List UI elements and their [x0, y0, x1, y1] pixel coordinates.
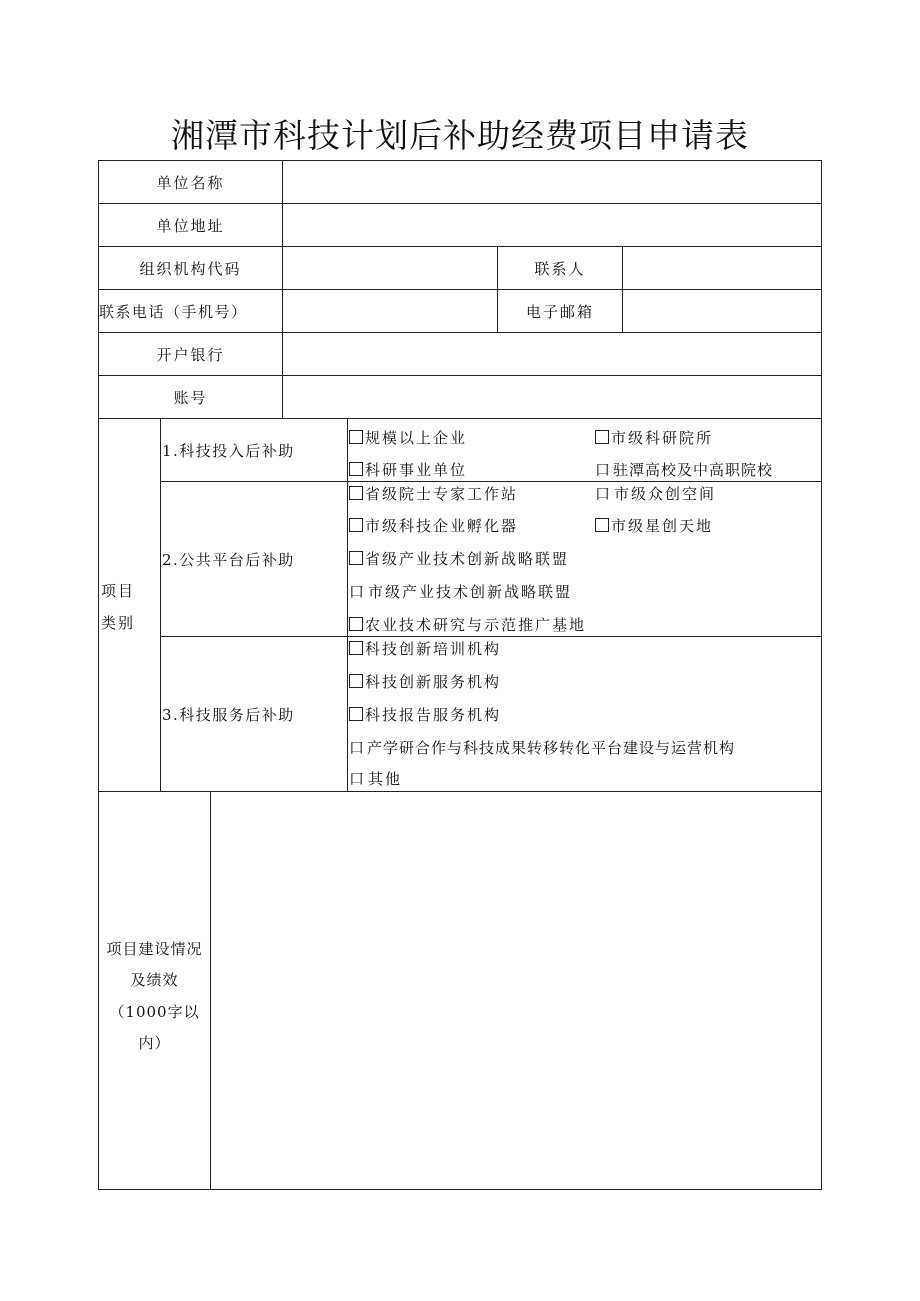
checkbox-option[interactable]: 科技创新服务机构 — [349, 671, 501, 692]
checkbox-icon[interactable] — [349, 518, 363, 532]
category-label-line2: 类别 — [101, 614, 136, 632]
contact-person-label: 联系人 — [534, 260, 586, 278]
checkbox-option[interactable]: 科研事业单位 — [349, 459, 467, 480]
checkbox-option[interactable]: 市级科技企业孵化器 — [349, 515, 518, 536]
phone-input[interactable] — [283, 290, 497, 332]
checkbox-icon[interactable] — [349, 617, 363, 631]
group-name-1: 1.科技投入后补助 — [162, 442, 295, 460]
table-border-right — [821, 160, 822, 1190]
square-marker-icon[interactable]: 口 — [349, 739, 366, 757]
org-code-label: 组织机构代码 — [139, 260, 242, 278]
square-marker-icon[interactable]: 口 — [349, 583, 367, 601]
org-code-input[interactable] — [283, 247, 497, 289]
group-name-2: 2.公共平台后补助 — [162, 551, 295, 569]
checkbox-option[interactable]: 市级科研院所 — [595, 427, 713, 448]
checkbox-option[interactable]: 农业技术研究与示范推广基地 — [349, 614, 586, 635]
account-input[interactable] — [283, 376, 821, 418]
row-divider — [98, 418, 822, 419]
checkbox-option[interactable]: 省级院士专家工作站 — [349, 483, 518, 504]
construction-textarea[interactable] — [211, 792, 821, 1189]
bank-label: 开户银行 — [156, 346, 225, 364]
unit-name-label: 单位名称 — [156, 174, 225, 192]
form-title: 湘潭市科技计划后补助经费项目申请表 — [171, 116, 749, 155]
unit-address-label: 单位地址 — [156, 217, 225, 235]
checkbox-option[interactable]: 口 市级产业技术创新战略联盟 — [349, 583, 573, 601]
checkbox-option[interactable]: 口 市级众创空间 — [595, 485, 717, 503]
checkbox-icon[interactable] — [349, 641, 363, 655]
account-label: 账号 — [173, 389, 208, 407]
email-input[interactable] — [623, 290, 821, 332]
checkbox-option[interactable]: 省级产业技术创新战略联盟 — [349, 548, 569, 569]
checkbox-option[interactable]: 市级星创天地 — [595, 515, 713, 536]
checkbox-option[interactable]: 科技创新培训机构 — [349, 638, 501, 659]
checkbox-icon[interactable] — [595, 430, 609, 444]
table-border-bottom — [98, 1189, 822, 1190]
group-divider — [160, 636, 822, 637]
checkbox-icon[interactable] — [349, 707, 363, 721]
construction-label-line2: 及绩效 — [130, 971, 179, 989]
checkbox-option[interactable]: 口 其他 — [349, 770, 403, 788]
group-divider — [160, 481, 822, 482]
category-column-divider — [160, 418, 161, 792]
checkbox-option[interactable]: 规模以上企业 — [349, 427, 467, 448]
square-marker-icon[interactable]: 口 — [595, 485, 613, 503]
subcategory-column-divider — [347, 418, 348, 792]
checkbox-icon[interactable] — [349, 430, 363, 444]
square-marker-icon[interactable]: 口 — [595, 461, 612, 479]
group-name-3: 3.科技服务后补助 — [162, 706, 295, 724]
unit-address-input[interactable] — [283, 204, 821, 246]
construction-label-line1: 项目建设情况 — [106, 940, 203, 958]
construction-label-line4: 内） — [138, 1034, 171, 1052]
square-marker-icon[interactable]: 口 — [349, 770, 367, 788]
phone-label: 联系电话（手机号） — [99, 303, 248, 321]
construction-label-line3: （1000字以 — [109, 1003, 200, 1021]
bank-input[interactable] — [283, 333, 821, 375]
checkbox-icon[interactable] — [349, 551, 363, 565]
unit-name-input[interactable] — [283, 161, 821, 203]
checkbox-option[interactable]: 口 产学研合作与科技成果转移转化平台建设与运营机构 — [349, 739, 736, 757]
contact-person-input[interactable] — [623, 247, 821, 289]
checkbox-icon[interactable] — [349, 674, 363, 688]
checkbox-icon[interactable] — [349, 462, 363, 476]
checkbox-icon[interactable] — [349, 486, 363, 500]
email-label: 电子邮箱 — [525, 303, 594, 321]
checkbox-option[interactable]: 科技报告服务机构 — [349, 704, 501, 725]
checkbox-option[interactable]: 口 驻潭高校及中高职院校 — [595, 461, 774, 479]
checkbox-icon[interactable] — [595, 518, 609, 532]
category-label-line1: 项目 — [101, 582, 136, 600]
